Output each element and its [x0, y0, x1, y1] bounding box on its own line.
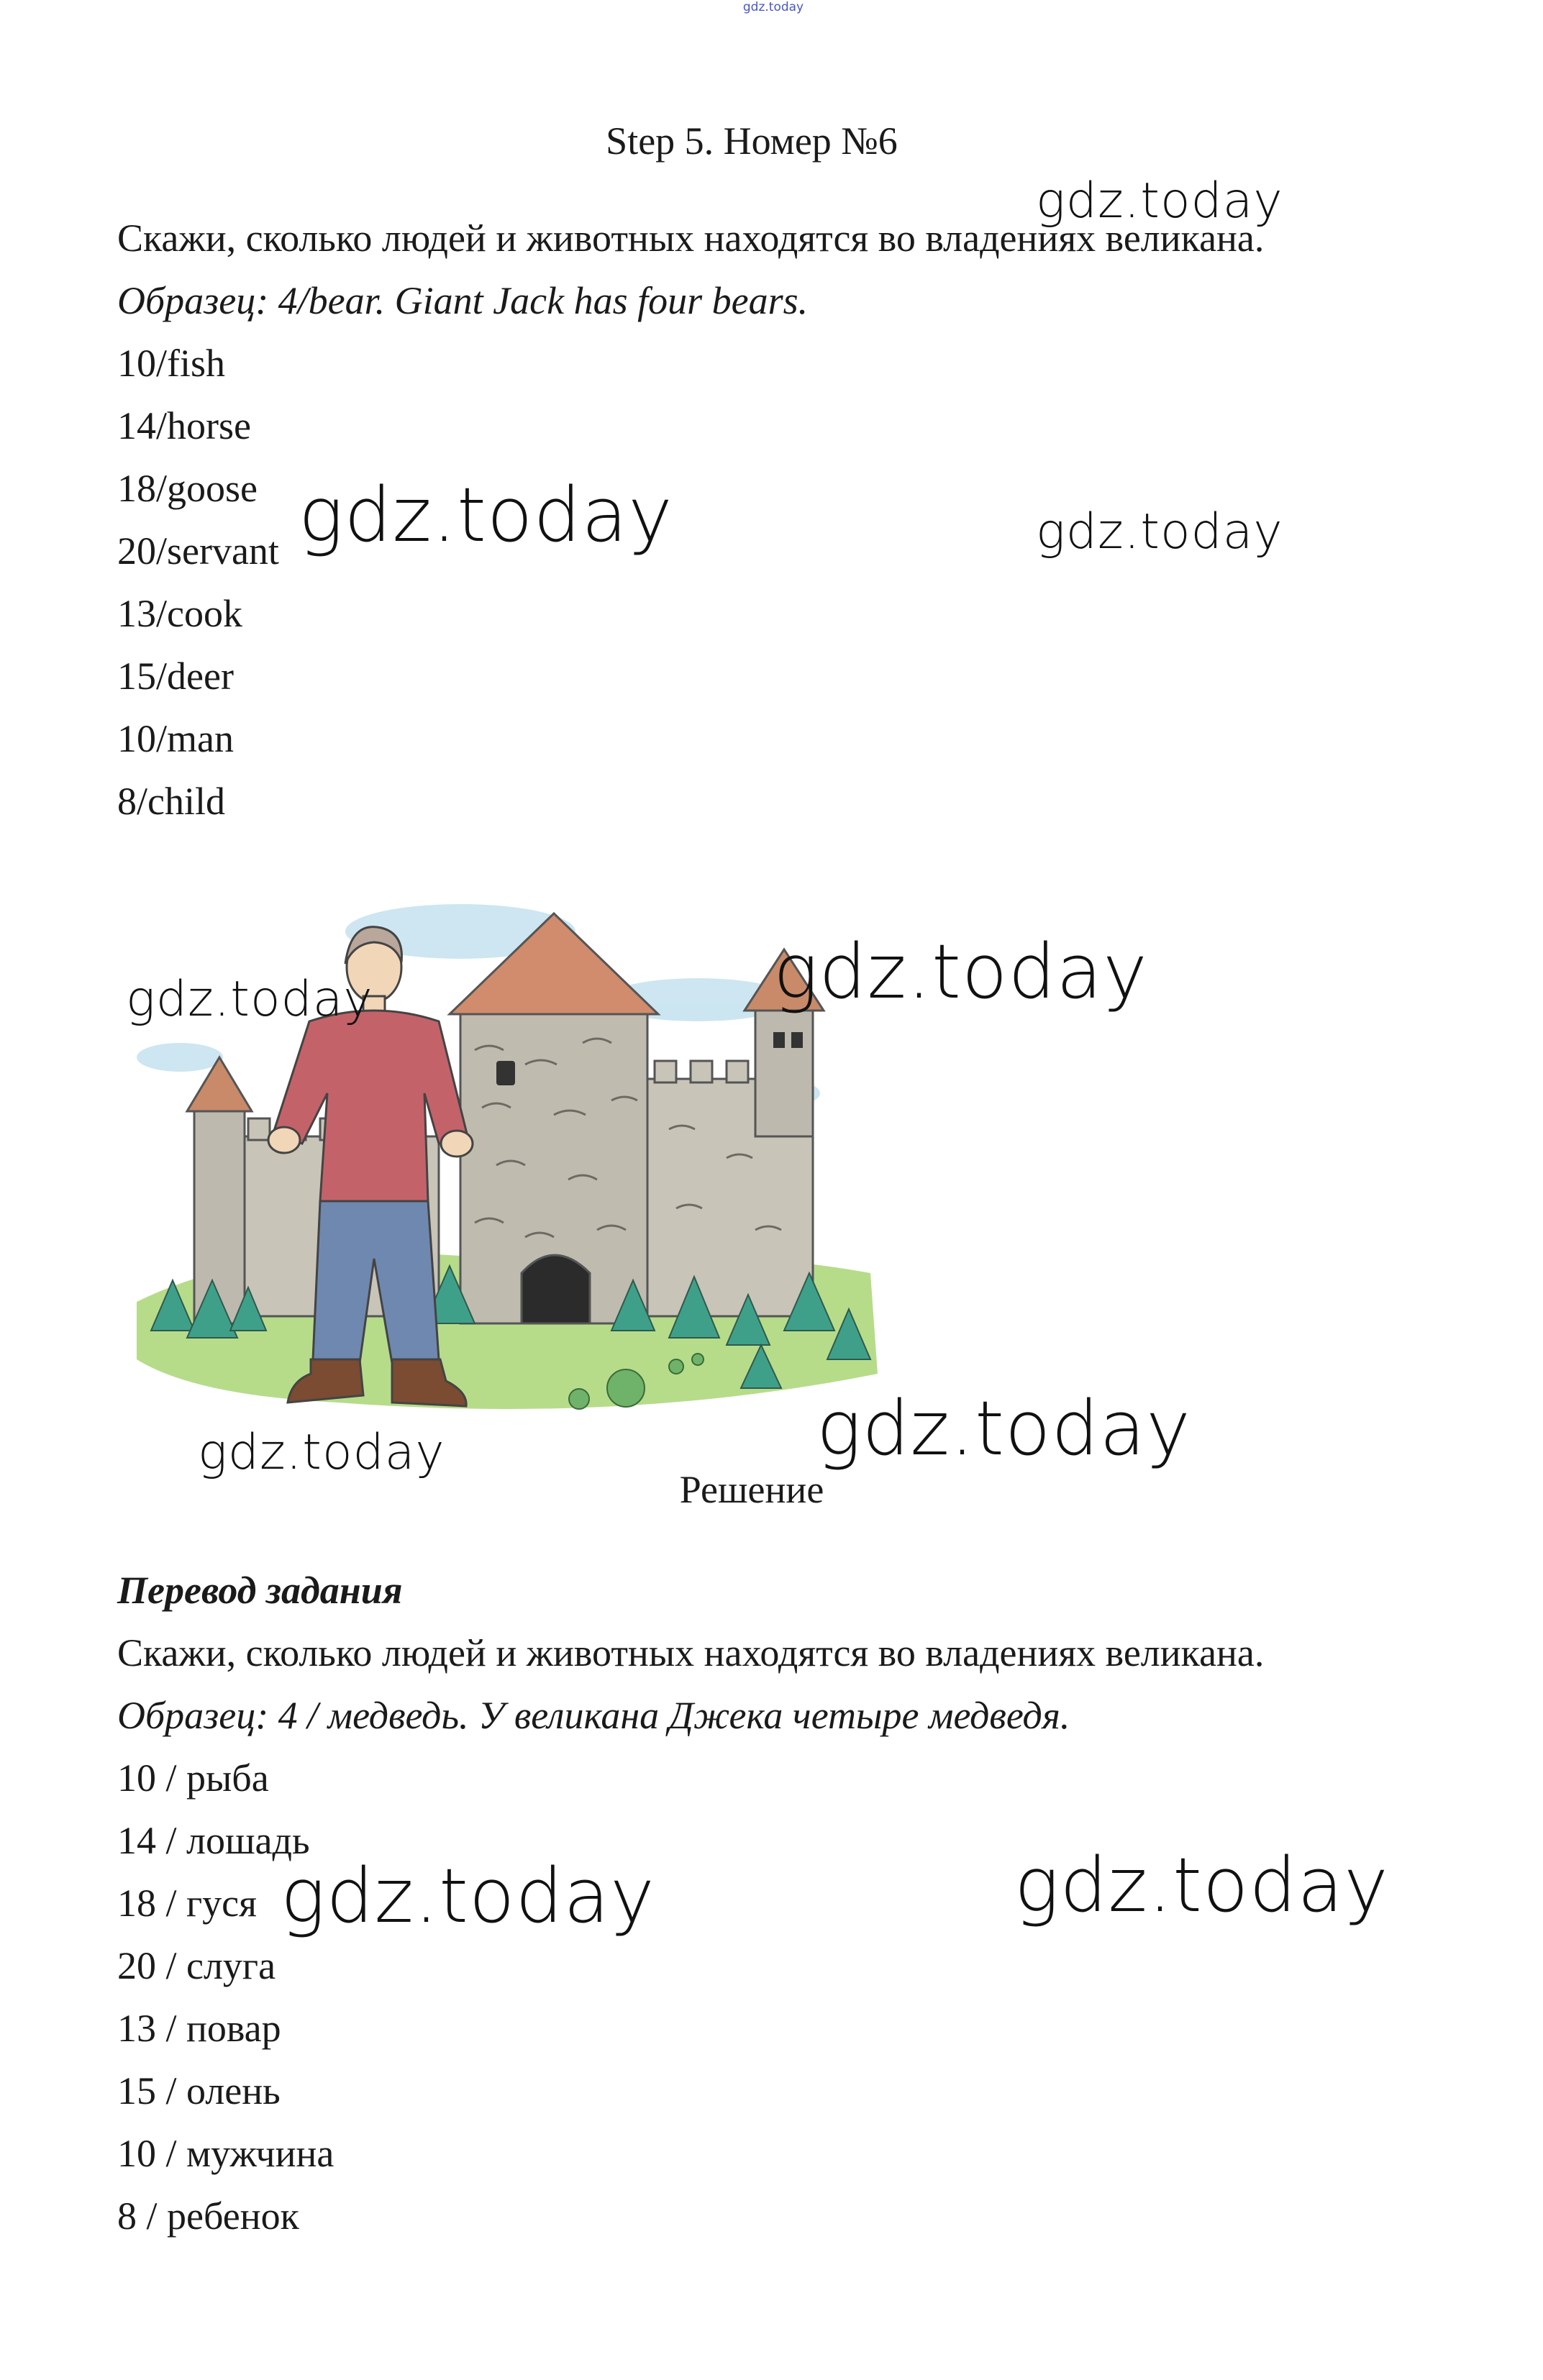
- task-item: 18/goose: [117, 467, 258, 510]
- watermark: gdz.today: [1014, 1841, 1389, 1929]
- translation-item: 8 / ребенок: [117, 2194, 299, 2238]
- task-item: 10/man: [117, 717, 234, 760]
- translation-item: 14 / лошадь: [117, 1819, 310, 1862]
- translation-item: 10 / мужчина: [117, 2132, 334, 2175]
- page-title: Step 5. Номер №6: [606, 119, 898, 163]
- task-instruction: Скажи, сколько людей и животных находятся во владениях великана.: [117, 216, 1265, 260]
- translation-instruction: Скажи, сколько людей и животных находятся во владениях великана.: [117, 1631, 1265, 1674]
- task-item: 10/fish: [117, 342, 226, 385]
- translation-example: Образец: 4 / медведь. У великана Джека четыре медведя.: [117, 1694, 1070, 1737]
- task-item: 8/child: [117, 780, 225, 823]
- watermark: gdz.today: [198, 1424, 445, 1481]
- watermark: gdz.today: [299, 471, 673, 559]
- watermark: gdz.today: [773, 928, 1148, 1016]
- translation-item: 10 / рыба: [117, 1756, 269, 1800]
- watermark: gdz.today: [126, 971, 373, 1028]
- task-item: 13/cook: [117, 592, 242, 635]
- translation-item: 15 / олень: [117, 2069, 281, 2112]
- watermark: gdz.today: [1036, 173, 1283, 229]
- task-item: 15/deer: [117, 655, 234, 698]
- watermark: gdz.today: [281, 1852, 655, 1940]
- site-mark: gdz.today: [742, 0, 804, 14]
- task-item: 14/horse: [117, 404, 251, 447]
- translation-item: 18 / гуся: [117, 1882, 257, 1925]
- solution-label: Решение: [679, 1468, 824, 1511]
- watermark: gdz.today: [816, 1385, 1191, 1472]
- translation-heading: Перевод задания: [117, 1569, 403, 1612]
- translation-item: 20 / слуга: [117, 1944, 276, 1987]
- watermark: gdz.today: [1036, 503, 1283, 560]
- translation-item: 13 / повар: [117, 2007, 281, 2050]
- task-item: 20/servant: [117, 529, 279, 573]
- task-example: Образец: 4/bear. Giant Jack has four bears.: [117, 279, 809, 322]
